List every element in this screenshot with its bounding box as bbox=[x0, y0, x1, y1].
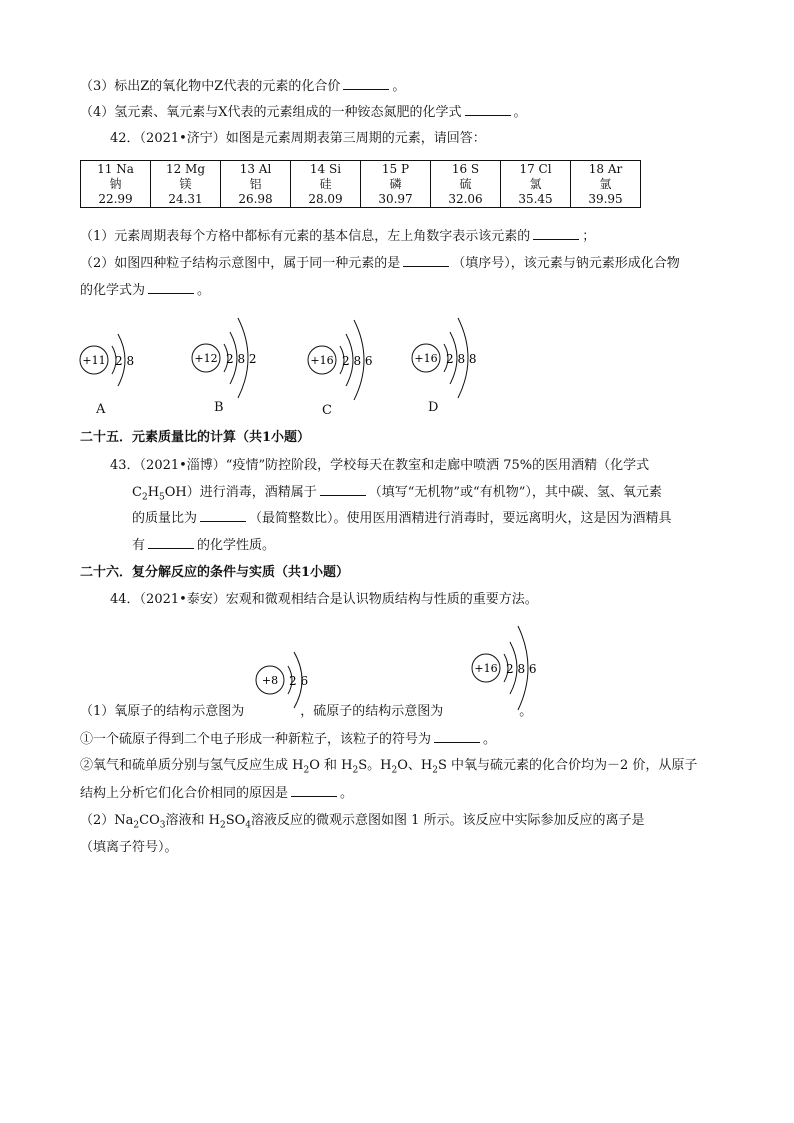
q44-stem: 44．（2021•泰安）宏观和微观相结合是认识物质结构与性质的重要方法。 bbox=[110, 592, 538, 607]
periodic-table-row bbox=[80, 160, 641, 208]
q44-sub1: ①一个硫原子得到二个电子形成一种新粒子，该粒子的符号为 。 bbox=[80, 729, 496, 750]
q41-item4-end: 。 bbox=[513, 105, 527, 120]
diagram-label: D bbox=[428, 400, 439, 415]
answer-blank[interactable] bbox=[434, 729, 480, 743]
diagram-label: C bbox=[322, 403, 332, 418]
q43-line2: $C_2H_5OH$）进行消毒，酒精属于 （填写“无机物”或“有机物”），其中碳、氢、氧元素 bbox=[132, 482, 662, 508]
answer-blank[interactable] bbox=[343, 76, 389, 90]
q43-line3: 的质量比为 （最简整数比）。使用医用酒精进行消毒时，要远离明火，这是因为酒精具 bbox=[132, 508, 672, 529]
answer-blank[interactable] bbox=[533, 226, 579, 240]
atom-diagram-b bbox=[190, 312, 280, 410]
svg-text:2 8 8: 2 8 8 bbox=[446, 352, 477, 366]
element-cell: 11 Na 钠 22.99 bbox=[81, 161, 151, 208]
svg-text:+16: +16 bbox=[474, 662, 498, 675]
element-cell: 17 Cl 氯 35.45 bbox=[501, 161, 571, 208]
q41-item3-text: （3）标出Z的氧化物中Z代表的元素的化合价 bbox=[80, 79, 341, 94]
svg-text:+11: +11 bbox=[82, 354, 106, 367]
q42-stem: 42．（2021•济宁）如图是元素周期表第三周期的元素，请回答： bbox=[110, 131, 486, 146]
q42-item2-text3: 的化学式为 bbox=[80, 283, 146, 298]
svg-text:2 8 6: 2 8 6 bbox=[506, 662, 537, 676]
element-cell: 13 Al 铝 26.98 bbox=[221, 161, 291, 208]
q44-sub2: ②氧气和硫单质分别与氢气反应生成 $H_2O$ 和 $H_2S$。$H_2O$、$H_2S$ 中氧与硫元素的化合价均为－2 价，从原子 bbox=[80, 758, 698, 776]
svg-text:+8: +8 bbox=[261, 674, 279, 687]
svg-text:+16: +16 bbox=[310, 354, 334, 367]
element-cell: 15 P 磷 30.97 bbox=[361, 161, 431, 208]
svg-text:2 8 6: 2 8 6 bbox=[342, 354, 373, 368]
q44-item2: $(2)Na_2CO_3$溶液和 $H_2SO_4$溶液反应的微观示意图如图 1 所示。该反应中实际参加反应的离子是 bbox=[80, 813, 645, 831]
diagram-label: B bbox=[214, 400, 224, 415]
answer-blank[interactable] bbox=[148, 535, 194, 549]
diagram-label: A bbox=[96, 402, 106, 417]
q41-item4 bbox=[80, 102, 527, 123]
atom-diagram-c bbox=[306, 314, 396, 412]
q42-item1 bbox=[80, 226, 595, 247]
element-cell: 12 Mg 镁 24.31 bbox=[151, 161, 221, 208]
q42-item2-text2: （填序号），该元素与钠元素形成化合物 bbox=[452, 256, 680, 271]
q42-item2-text: （2）如图四种粒子结构示意图中，属于同一种元素的是 bbox=[80, 256, 401, 271]
q44-item1: （1）氧原子的结构示意图为 ，硫原子的结构示意图为 。 bbox=[80, 704, 533, 719]
svg-text:+12: +12 bbox=[194, 352, 218, 365]
answer-blank[interactable] bbox=[200, 508, 246, 522]
atom-diagram-a bbox=[78, 316, 158, 410]
atom-diagram-d bbox=[410, 312, 500, 410]
element-cell: 16 S 硫 32.06 bbox=[431, 161, 501, 208]
q43-line1: 43．（2021•淄博）“疫情”防控阶段，学校每天在教室和走廊中喷洒 75%的医用酒精（化学式 bbox=[110, 458, 650, 473]
q44-item2-cont: （填离子符号）。 bbox=[80, 840, 178, 855]
section-heading-26: 二十六．复分解反应的条件与实质（共1小题） bbox=[80, 565, 350, 580]
answer-blank[interactable] bbox=[403, 253, 449, 267]
q42-item2 bbox=[80, 253, 680, 274]
svg-text:2 8 2: 2 8 2 bbox=[226, 352, 257, 366]
q42-item2-end: 。 bbox=[197, 283, 211, 298]
element-cell: 14 Si 硅 28.09 bbox=[291, 161, 361, 208]
q42-item1-end: ； bbox=[582, 229, 596, 244]
q43-line4: 有 的化学性质。 bbox=[132, 535, 275, 556]
answer-blank[interactable] bbox=[291, 783, 337, 797]
q41-item3 bbox=[80, 76, 405, 97]
q41-item3-end: 。 bbox=[392, 79, 406, 94]
answer-blank[interactable] bbox=[148, 280, 194, 294]
q44-sub2-cont: 结构上分析它们化合价相同的原因是 。 bbox=[80, 783, 353, 804]
svg-text:2 8: 2 8 bbox=[115, 354, 135, 368]
q42-item2-cont bbox=[80, 280, 210, 301]
section-heading-25: 二十五．元素质量比的计算（共1小题） bbox=[80, 430, 311, 445]
element-cell: 18 Ar 氩 39.95 bbox=[571, 161, 641, 208]
answer-blank[interactable] bbox=[320, 482, 366, 496]
svg-text:+16: +16 bbox=[414, 352, 438, 365]
q42-item1-text: （1）元素周期表每个方格中都标有元素的基本信息，左上角数字表示该元素的 bbox=[80, 229, 531, 244]
q41-item4-text: （4）氢元素、氧元素与X代表的元素组成的一种铵态氮肥的化学式 bbox=[80, 105, 462, 120]
answer-blank[interactable] bbox=[465, 102, 511, 116]
svg-text:2 6: 2 6 bbox=[289, 674, 309, 688]
